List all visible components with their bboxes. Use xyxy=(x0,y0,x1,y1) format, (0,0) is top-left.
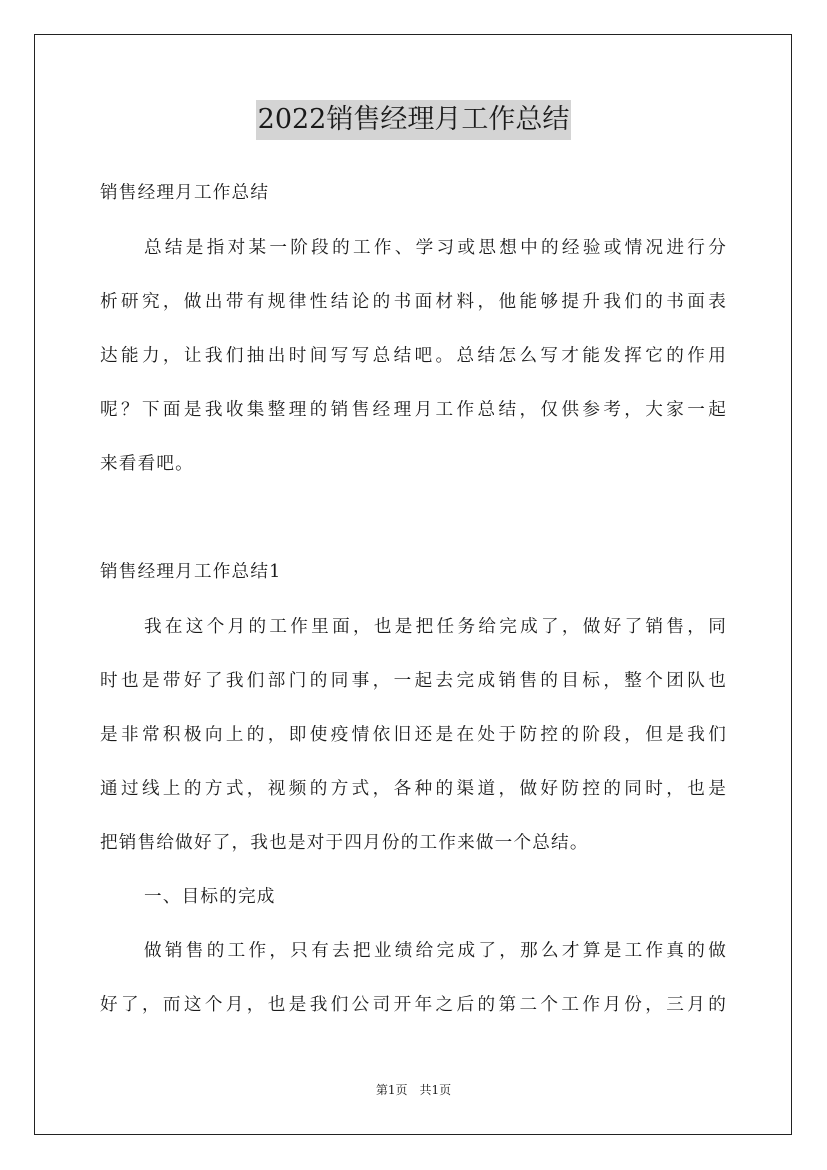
body-line: 通过线上的方式，视频的方式，各种的渠道，做好防控的同时，也是 xyxy=(100,779,727,799)
intro-line: 来看看吧。 xyxy=(100,454,194,474)
page-number: 第1页 共1页 xyxy=(375,1083,452,1097)
title-container xyxy=(0,100,827,140)
intro-line: 总结是指对某一阶段的工作、学习或思想中的经验或情况进行分 xyxy=(144,238,727,258)
intro-line: 达能力，让我们抽出时间写写总结吧。总结怎么写才能发挥它的作用 xyxy=(100,346,727,366)
body-line: 把销售给做好了，我也是对于四月份的工作来做一个总结。 xyxy=(100,833,589,853)
body-line: 好了，而这个月，也是我们公司开年之后的第二个工作月份，三月的 xyxy=(100,995,727,1015)
section-heading: 销售经理月工作总结1 xyxy=(100,562,282,582)
body-line: 是非常积极向上的，即使疫情依旧还是在处于防控的阶段，但是我们 xyxy=(100,725,727,745)
body-line: 时也是带好了我们部门的同事，一起去完成销售的目标，整个团队也 xyxy=(100,671,727,691)
intro-line: 呢？下面是我收集整理的销售经理月工作总结，仅供参考，大家一起 xyxy=(100,400,727,420)
document-title: 2022销售经理月工作总结 xyxy=(256,100,572,140)
intro-line: 析研究，做出带有规律性结论的书面材料，他能够提升我们的书面表 xyxy=(100,292,727,312)
subheading: 一、目标的完成 xyxy=(144,887,276,907)
body-line: 做销售的工作，只有去把业绩给完成了，那么才算是工作真的做 xyxy=(144,941,727,961)
document-subtitle: 销售经理月工作总结 xyxy=(100,183,270,203)
body-line: 我在这个月的工作里面，也是把任务给完成了，做好了销售，同 xyxy=(144,617,727,637)
